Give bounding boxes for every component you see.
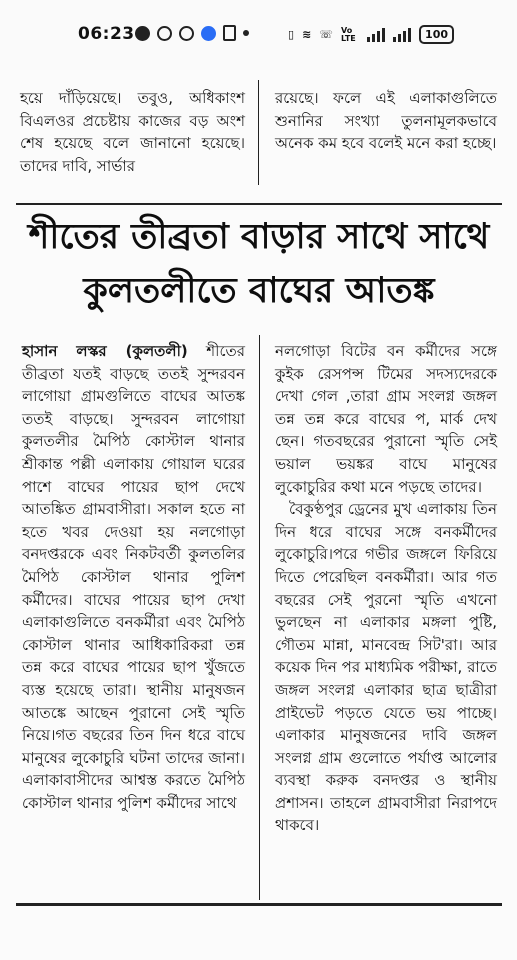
column-divider (259, 335, 260, 900)
call-wifi-icon: ☏ (319, 28, 334, 41)
pdf-file-icon (223, 25, 236, 41)
system-icons (288, 25, 454, 44)
column-divider (258, 80, 259, 185)
article-right-paragraph: বৈকুণ্ঠপুর ড্রেনের মুখ এলাকায় তিন দিন ধরে বাঘের সঙ্গে বনকর্মীদের লুকোচুরি।পরে গভীর জঙ্গলে ফিরিয়ে দিতে পেরেছিল বনকর্মীরা। আর গত বছরের সেই পুরনো স্মৃতি এখনো ভুলছেন না এলাকার মঙ্গলা পুষ্টি, গৌতম মান্না, মানবেন্দ্র সিট'রা। আর কয়েক দিন পর মাধ্যমিক পরীক্ষা, রাতে জঙ্গল সংলগ্ন এলাকার ছাত্র ছাত্রীরা প্রাইভেট পড়তে যেতে ভয় পাচ্ছে। এলাকার মানুষজনের দাবি জঙ্গল সংলগ্ন গ্ৰাম গুলোতে পর্যাপ্ত আলোর ব্যবস্থা করুক বনদপ্তর ও স্থানীয় প্রশাসন। তাহলে গ্রামবাসীরা নিরাপদে থাকবে। (275, 500, 497, 835)
vibrate-icon: ▯ (288, 28, 295, 41)
notification-icons (135, 25, 249, 41)
whatsapp-business-icon (179, 26, 194, 41)
volte-label: Vo LTE (341, 25, 356, 43)
top-right-column-text: রয়েছে। ফলে এই এলাকাগুলিতে শুনানির সংখ্যা তুলনামূলকভাবে অনেক কম হবে বলেই মনে করা হচ্ছে। (275, 89, 497, 153)
signal-2-icon (393, 28, 411, 42)
article-right-column (275, 340, 497, 837)
messenger-icon (201, 26, 216, 41)
headline: শীতের তীব্রতা বাড়ার সাথে সাথে কুলতলীতে বাঘের আতঙ্ক (28, 217, 490, 311)
wifi-icon: ≋ (302, 28, 312, 41)
signal-icon (367, 28, 385, 42)
status-bar (0, 0, 517, 70)
section-divider (16, 203, 502, 205)
article-right-paragraph: নলগোড়া বিটের বন কর্মীদের সঙ্গে কুইক রেসপন্স টিমের সদস্যদেরকে দেখা গেল ,তারা গ্রাম সংলগ্ন জঙ্গল তন্ন তন্ন করে বাঘের প, মার্ক দেখ ছেন। গতবছরের পুরানো স্মৃতি সেই ভয়াল ভয়ঙ্কর বাঘে মানুষের লুকোচুরির কথা মনে পড়ছে তাদের। (275, 342, 497, 496)
byline: হাসান লস্কর (কুলতলী) (22, 342, 188, 360)
top-left-column-text: হয়ে দাঁড়িয়েছে। তবুও, অধিকাংশ বিএলওর প্রচেষ্টায় কাজের বড় অংশ শেষ হয়েছে বলে জানানো হয়েছে। তাদের দাবি, সার্ভার (20, 89, 245, 175)
clock: 06:23 (78, 24, 135, 44)
whatsapp-icon (157, 26, 172, 41)
battery-icon: 100 (419, 25, 454, 44)
more-notifications-dot-icon (243, 30, 249, 36)
article-bottom-rule (16, 903, 502, 906)
article-left-column (22, 340, 245, 814)
facebook-icon (135, 26, 150, 41)
article-left-text: শীতের তীব্রতা যতই বাড়ছে ততই সুন্দরবন লাগোয়া গ্রামগুলিতে বাঘের আতঙ্ক ততই বাড়ছে। সুন্দরবন লাগোয়া কুলতলীর মৈপিঠ কোস্টাল থানার শ্রীকান্ত পল্লী এলাকায় গোয়াল ঘরের পাশে বাঘের পায়ের ছাপ দেখে আতঙ্কিত গ্রামবাসীরা। সকাল হতে না হতে খবর দেওয়া হয় নলগোড়া বনদপ্তরকে এবং নিকটবর্তী কুলতলির মৈপিঠ কোস্টাল থানার পুলিশ কর্মীদের। বাঘের পায়ের ছাপ দেখা এলাকাগুলিতে বনকর্মীরা এবং মৈপিঠ কোস্টাল থানার আধিকারিকরা তন্ন তন্ন করে বাঘের পায়ের ছাপ খুঁজতে ব্যস্ত হয়েছে তারা। স্থানীয় মানুষজন আতঙ্কে আছেন পুরানো সেই স্মৃতি নিয়ে।গত বছরের তিন দিন ধরে বাঘে মানুষের লুকোচুরি ঘটনা তাদের জানা। এলাকাবাসীদের আশ্বস্ত করতে মৈপিঠ কোস্টাল থানার পুলিশ কর্মীদের সাথে (22, 342, 245, 812)
